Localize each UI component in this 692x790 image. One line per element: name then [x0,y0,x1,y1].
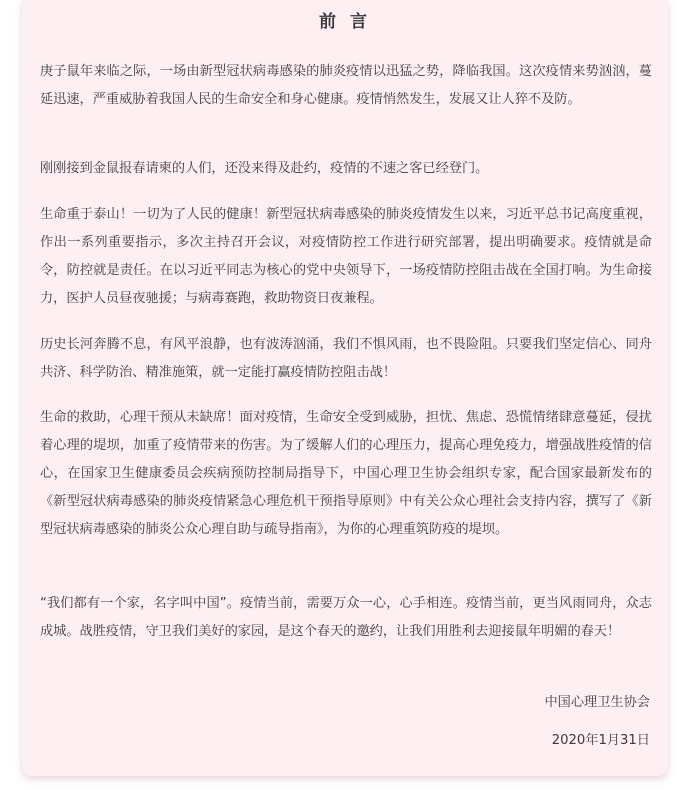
paragraph-5: 生命的救助，心理干预从未缺席！面对疫情，生命安全受到威胁，担忧、焦虑、恐慌情绪肆意蔓延，侵扰着心理的堤坝，加重了疫情带来的伤害。为了缓解人们的心理压力，提高心理免疫力，增强战胜疫情的信心，在国家卫生健康委员会疾病预防控制局指导下，中国心理卫生协会组织专家，配合国家最新发布的《新型冠状病毒感染的肺炎疫情紧急心理危机干预指导原则》中有关公众心理社会支持内容，撰写了《新型冠状病毒感染的肺炎公众心理自助与疏导指南》，为你的心理重筑防疫的堤坝。 [40,410,652,537]
paragraph-6: “我们都有一个家，名字叫中国”。疫情当前，需要万众一心，心手相连。疫情当前，更当风雨同舟，众志成城。战胜疫情，守卫我们美好的家园，是这个春天的邀约，让我们用胜利去迎接鼠年明媚的春天！ [40,596,652,639]
paragraph-1: 庚子鼠年来临之际，一场由新型冠状病毒感染的肺炎疫情以迅猛之势，降临我国。这次疫情来势汹汹，蔓延迅速，严重威胁着我国人民的生命安全和身心健康。疫情悄然发生，发展又让人猝不及防。 [40,64,652,107]
paragraph-3: 生命重于泰山！一切为了人民的健康！新型冠状病毒感染的肺炎疫情发生以来，习近平总书记高度重视，作出一系列重要指示，多次主持召开会议，对疫情防控工作进行研究部署，提出明确要求。疫情就是命令，防控就是责任。在以习近平同志为核心的党中央领导下，一场疫情防控阻击战在全国打响。为生命接力，医护人员昼夜驰援；与病毒赛跑，救助物资日夜兼程。 [40,207,652,306]
page-title: 前 言 [319,12,371,32]
paragraph-2: 刚刚接到金鼠报春请柬的人们，还没来得及赴约，疫情的不速之客已经登门。 [40,161,489,176]
signature: 中国心理卫生协会 [544,695,650,710]
paragraph-4: 历史长河奔腾不息，有风平浪静，也有波涛汹涌，我们不惧风雨，也不畏险阻。只要我们坚定信心、同舟共济、科学防治、精准施策，就一定能打赢疫情防控阻击战！ [40,337,652,380]
date: 2020年1月31日 [551,733,650,748]
preface-card [22,0,668,776]
